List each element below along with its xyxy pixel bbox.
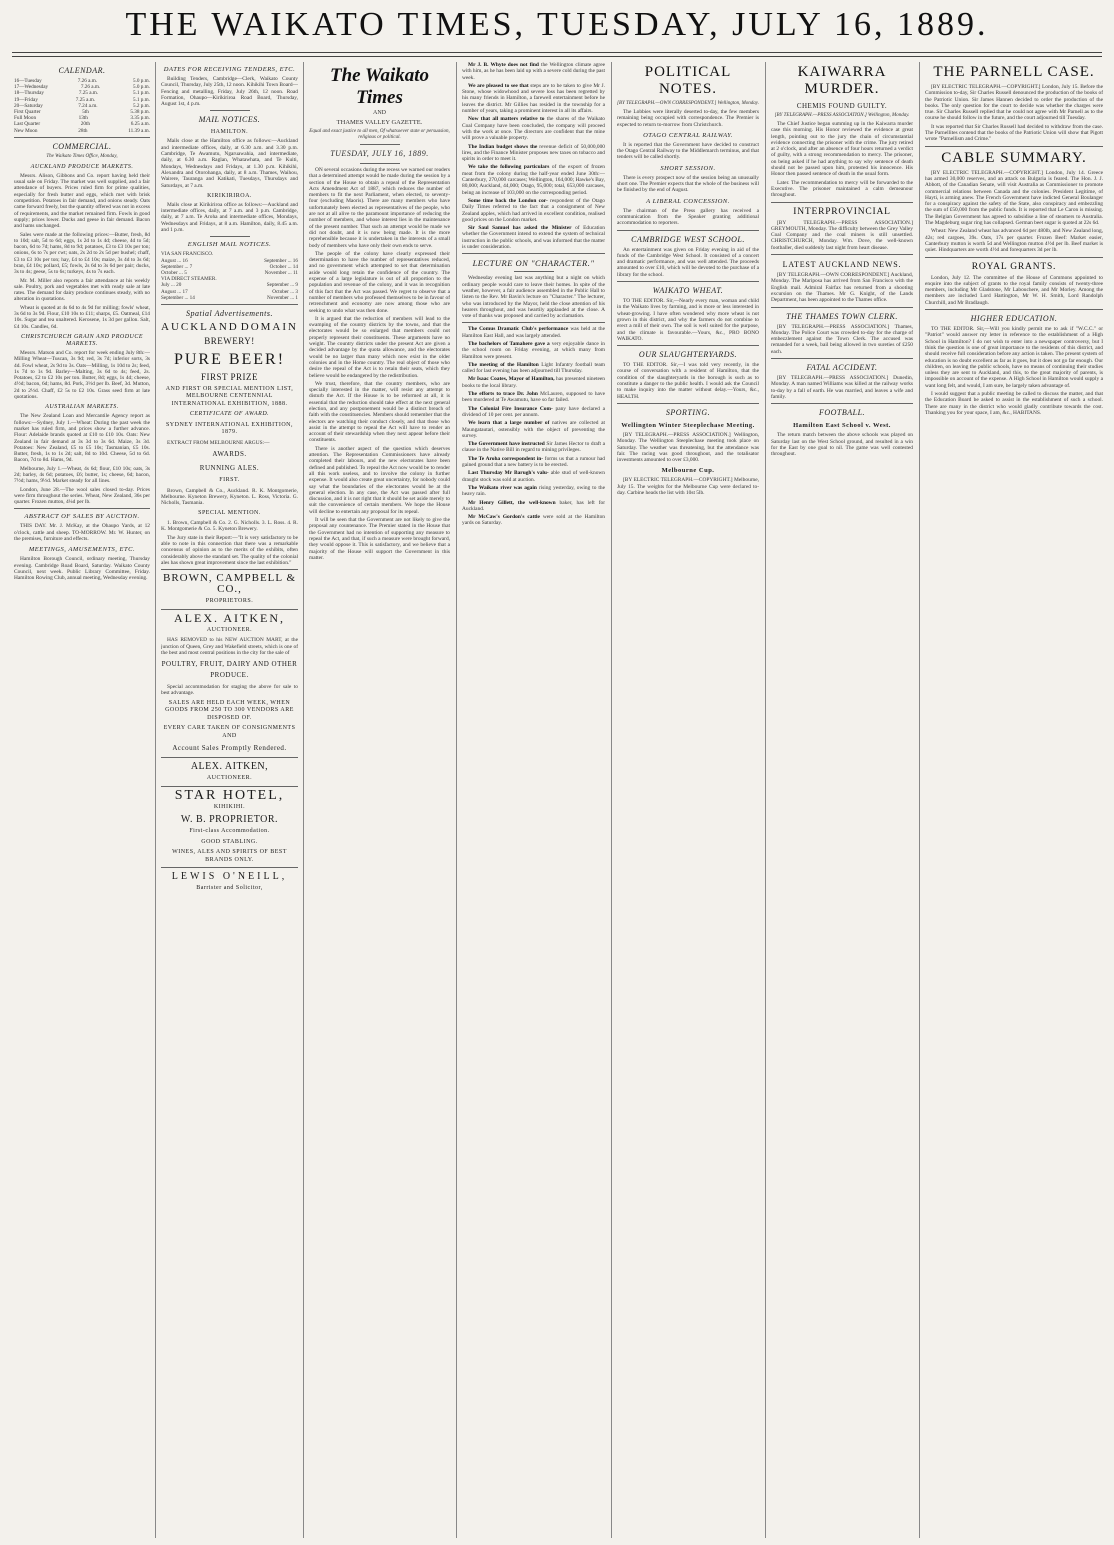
editorial-text: We trust, therefore, that the country members, who are specially interested in the matter, will resist any attempt to disturb the Act. If the House is to be reformed at all, it is essential that the reduction should take effect at the next general election, and any postponement would be a distinct breach of faith with the constituencies. Members should remember that the electors are watching their conduct closely, and that those who assist in the attempt to repeal the Act will have to render an account of their stewardship when they next appear before their constituents.	[309, 380, 450, 444]
divider	[14, 137, 150, 138]
news-paragraph: The Te Aroha correspondent in- forms us that a rumour had gained ground that a new battery is to be erected.	[462, 455, 605, 469]
news-paragraph: Later. The recommendation to mercy will be forwarded to the Executive. The prisoner maintained a calm demeanour throughout.	[771, 179, 913, 199]
divider	[161, 569, 298, 570]
melbourne-cup-heading: Melbourne Cup.	[661, 467, 715, 475]
divider	[161, 304, 298, 305]
column-7	[925, 62, 1103, 1540]
body-text: Wheat is quoted at 4s 6d to 4s 9d for milling; fowls' wheat, 3s 6d to 3s 9d. Flour, £10 10s to £11; sharps, £5. Oatmeal, £14 10s. Sugar and tea unaltered. Kerosene, 1s 3d per gallon. Salt, £4 10s. Candles, 6d.	[14, 304, 150, 330]
ad-running-ales: RUNNING ALES.	[199, 464, 260, 473]
english-mail-table: VIA SAN FRANCISCO. August ... 16 September ... 16 September ... 7 October ... 14 October ... 5 November ... 11 VIA DIRECT STEAMER. July ... 20 September ... 9 August ... 17 October ... 3 September ... 14 November ... 1	[161, 251, 298, 301]
body-text: The Jury state in their Report:—"It is very satisfactory to be able to note in this connection that there was a remarkable concensus of opinion as to the merits of the exhibits, often considerably above the standard set. The quality of the colonial ales has shown great improvement since the last exhibition."	[161, 534, 298, 566]
news-paragraph: [BY TELEGRAPH.—PRESS ASSOCIATION.] GREYMOUTH, Monday. The difficulty between the Grey Valley Coal Company and the coal miners is still unsettled. CHRISTCHURCH, Monday. Wm. Dove, the well-known footballer, died suddenly last night from heart disease.	[771, 219, 913, 251]
liberal-concession-heading: A LIBERAL CONCESSION.	[646, 197, 730, 205]
ad-account-sales: Account Sales Promptly Rendered.	[172, 744, 287, 753]
news-paragraph: [BY TELEGRAPH.—OWN CORRESPONDENT.] Auckland, Monday. The Mariposa has arrived from San Francisco with the English mail. Admiral Fairfax has returned from a shooting excursion on the Thames. Mr G. Knight, of the Lands Department, has been appointed to the Thames office.	[771, 272, 913, 304]
column-3	[309, 62, 450, 1540]
divider	[617, 281, 759, 282]
ad-first: FIRST.	[219, 477, 240, 484]
ad-certificate: CERTIFICATE OF AWARD.	[189, 411, 270, 418]
divider	[462, 253, 605, 254]
news-paragraph: We learn that a large number of natives are collected at Maungatautari, ostensibly with the object of preventing the survey.	[462, 420, 605, 439]
body-text: Messrs. Matson and Co. report for week ending July 8th:—Milling Wheat—Tuscan, 3s 9d; red, 3s 7d; inferior sorts, 3s 4d. Fowl wheat, 2s 9d to 3s. Oats—Milling, 1s 10d to 2s; feed, 1s 7d to 1s 9d. Barley—Malting, 3s 6d to 4s; feed, 2s. Potatoes, £2 to £2 10s per ton. Butter, 8d; eggs, 1s 4d; cheese, 4½d; bacon, 6d; hams, 8d. Pork, 3½d per lb. Beef, 3d. Mutton, 2d to 2½d. Chaff, £2 5s to £2 10s. Grass seed firm at late quotations.	[14, 349, 150, 401]
ad-auctioneer-2: AUCTIONEER.	[206, 775, 253, 782]
thames-clerk-heading: THE THAMES TOWN CLERK.	[786, 311, 898, 321]
otago-railway-heading: OTAGO CENTRAL RAILWAY.	[643, 131, 733, 139]
ad-proprietors: PROPRIETORS.	[205, 598, 254, 605]
ad-star-hotel: STAR HOTEL,	[174, 787, 285, 803]
kirikiriroa-heading: KIRIKIRIROA.	[207, 192, 252, 199]
news-paragraph: [BY TELEGRAPH.—PRESS ASSOCIATION.] Wellington, Monday. The Wellington Steeplechase meeting took place on Saturday. The weather was threatening, but the attendance was fair. The racing was good throughout, and the totalisator investments amounted to over £3,000.	[617, 431, 759, 464]
ad-first-class: First-class Accommodation.	[189, 828, 270, 835]
news-paragraph: Sir Saul Samuel has asked the Minister of Education whether the Government intend to extend the system of technical instruction in the public schools, and was informed that the matter is under consideration.	[462, 225, 605, 251]
slaughteryards-heading: OUR SLAUGHTERYARDS.	[638, 350, 738, 360]
paper-title-and: AND	[373, 110, 386, 116]
body-text: THIS DAY. Mr. J. McKay, at the Ohaupo Yards, at 12 o'clock, cattle and sheep. TO-MORROW. Mr. W. Hunter, on the premises, furniture and effects.	[14, 523, 150, 543]
body-text: Special accommodation for staging the above for sale to best advantage.	[161, 684, 298, 697]
divider	[210, 110, 250, 111]
dateline: [BY TELEGRAPH.—OWN CORRESPONDENT.] Wellington, Monday.	[617, 101, 759, 106]
body-text: Melbourne, July 1.—Wheat, 4s 6d; flour, £10 10s; oats, 3s 2d; barley, 4s 6d; potatoes, £6; butter, 1s; cheese, 6d; bacon, 7½d; hams, 9½d. Market steady for all lines.	[14, 465, 150, 485]
divider	[771, 358, 913, 359]
news-paragraph: [BY TELEGRAPH.—PRESS ASSOCIATION.] Dunedin, Monday. A man named Williams was killed at the railway works to-day by a fall of earth. He was married, and leaves a wife and family.	[771, 375, 913, 400]
masthead-title: THE WAIKATO TIMES, TUESDAY, JULY 16, 1889.	[125, 6, 989, 43]
special-ads-heading: Spatial Advertisements.	[186, 308, 273, 318]
steeplechase-heading: Wellington Winter Steeplechase Meeting.	[621, 421, 755, 429]
ad-special-mention: SPECIAL MENTION.	[198, 509, 261, 516]
body-text: Hamilton Borough Council, ordinary meeting, Thursday evening. Cambridge Road Board, Saturday. Waikato County Council, next week. Public Library Committee, Friday. Hamilton Rowing Club, annual meeting, Wednesday evening.	[14, 556, 150, 582]
interprovincial-heading: INTERPROVINCIAL	[793, 206, 891, 217]
news-paragraph: [BY ELECTRIC TELEGRAPH.—COPYRIGHT.] London, July 15. Before the Commission to-day, Sir Charles Russell denounced the production of the books of the Patriotic Union. Sir James Hannen decided to order the production of the books. The only question for the court to decide was whether the charges were true. Sir Charles Russell replied that he could not agree with Mr Parnell as to the course he should follow in the future, and the court adjourned till Tuesday.	[925, 84, 1103, 122]
column-separator	[919, 62, 920, 1538]
ad-brown-campbell: BROWN, CAMPBELL & CO.,	[162, 572, 296, 596]
ad-pure-beer: PURE BEER!	[173, 350, 286, 368]
ad-proprietor: W. B. PROPRIETOR.	[180, 814, 279, 826]
news-paragraph: TO THE EDITOR. Sir,—I was told very recently, in the course of conversation with a resident of Hamilton, that the condition of the slaughteryards in the borough is such as to constitute a danger to the public health. I would ask the Council to make inquiry into the matter without delay.—Yours, &c., HEALTH.	[617, 362, 759, 400]
news-paragraph: The meeting of the Hamilton Light Infantry football team called for last evening has been adjourned till Thursday.	[462, 361, 605, 375]
column-4	[462, 62, 605, 1540]
commercial-subheading: The Waikato Times Office, Monday,	[46, 153, 118, 159]
body-text: Mails close at the Hamilton office as follows:—Auckland and intermediate offices, daily, at 6.30 a.m. and 3.30 p.m. Cambridge, Te Awamutu, Ngaruawahia, and intermediate, daily, at 6.30 a.m. Raglan, Whatawhata, and Te Kuiti, Mondays, Wednesdays and Fridays, at 1.30 p.m. Kihikihi, Alexandra and Otorohanga, daily, at 8 a.m. Thames, Waihou, Wairere, Tauranga and Katikati, Tuesdays, Thursdays and Saturdays, at 7 a.m.	[161, 138, 298, 189]
ad-alex-aitken: ALEX. AITKEN,	[174, 610, 285, 625]
news-paragraph: Mr Isaac Coates, Mayor of Hamilton, has presented nineteen books to the local library.	[462, 376, 605, 389]
divider	[210, 236, 250, 237]
chemis-guilty-heading: CHEMIS FOUND GUILTY.	[796, 102, 888, 110]
dateline: [BY TELEGRAPH.—PRESS ASSOCIATION.] Wellington, Monday.	[774, 113, 910, 118]
sporting-heading: SPORTING.	[665, 407, 711, 417]
news-paragraph: Wheat: New Zealand wheat has advanced 6d per 480lb, and New Zealand long, 42s; red cargoes, 39s. Oats, 17s per quarter. Frozen Beef: Market easier, Canterbury mutton is worth 5d and Wellington mutton 4½d per lb. Beef market is quiet. Hindquarters are worth 4½d and forequarters 3d per lb.	[925, 228, 1103, 254]
news-paragraph: [BY TELEGRAPH.—PRESS ASSOCIATION.] Thames, Monday. The Police Court was crowded to-day for the charge of embezzlement against the Town Clerk. The accused was remanded for a week, bail being allowed in two sureties of £250 each.	[771, 323, 913, 355]
news-paragraph: Mr J. B. Whyte does not find the Wellington climate agree with him, as he has been laid up with a severe cold during the past week.	[462, 62, 605, 81]
news-paragraph: Mr McCaw's Gordon's cattle were sold at the Hamilton yards on Saturday.	[462, 514, 605, 527]
commercial-heading: COMMERCIAL.	[52, 141, 112, 151]
ad-barrister: Barrister and Solicitor,	[196, 885, 263, 892]
editorial-text: It will be seen that the Government are not likely to give the proposal any countenance. The Premier stated in the House that the Government had no intention of supporting any measure to repeal the Act, and that, if such a measure were brought forward, they would oppose it. This is satisfactory, and we believe that a majority of the House will support the Government in this matter.	[309, 517, 450, 561]
divider	[161, 757, 298, 758]
news-paragraph: The return match between the above schools was played on Saturday last on the West School ground, and resulted in a win for the East by one goal to nil. The game was well contested throughout.	[771, 432, 913, 458]
news-paragraph: Mr Henry Gillett, the well-known baker, has left for Auckland.	[462, 499, 605, 512]
editorial-text: ON several occasions during the recess we warned our readers that a determined attempt would be made during the session by a section of the House to obtain a repeal of the Representation Acts Amendment Act of 1887, which reduces the number of members to fit the next Parliament, when elected, to seventy-four (excluding Maoris). There are many members who have unfortunately been elected as representatives of the people, who are not at all alive to the paramount importance of reducing the number of members, and whose interest lies in the maintenance of the present number. That such an attempt would be made we did not doubt, and it is now being made. It is the more reprehensible because it is undertaken in the interests of a small body of members who have only their own ends to serve.	[309, 167, 450, 249]
body-text: London, June 28.—The wool sales closed to-day. Prices were firm throughout the series. Wheat, New Zealand, 36s per quarter. Frozen mutton, 4¼d per lb.	[14, 486, 150, 506]
auckland-news-heading: LATEST AUCKLAND NEWS.	[782, 260, 902, 270]
football-subheading: Hamilton East School v. West.	[793, 422, 891, 430]
body-text: EXTRACT FROM MELBOURNE ARGUS:—	[167, 439, 270, 446]
divider	[161, 786, 298, 787]
divider	[925, 146, 1103, 147]
body-text: Building Tenders, Cambridge—Clerk, Waikato County Council, Thursday, July 25th, 12 noon. Kihikihi Town Board—Fencing and metalling, Friday, July 26th, 12 noon. Road Formation, Ohaupo—Kirikiriroa Road Board, Thursday, August 1st, 4 p.m.	[161, 76, 298, 108]
ad-first-prize: FIRST PRIZE	[200, 371, 259, 382]
royal-grants-heading: ROYAL GRANTS.	[971, 261, 1057, 272]
news-paragraph: [BY ELECTRIC TELEGRAPH.—COPYRIGHT.] Melbourne, July 15. The weights for the Melbourne Cup were declared to-day. Carbine heads the list with 10st 5lb.	[617, 477, 759, 496]
ad-wines: WINES, ALES AND SPIRITS OF BEST BRANDS ONLY.	[172, 849, 287, 863]
fatal-accident-heading: FATAL ACCIDENT.	[806, 363, 878, 373]
ad-auckland: AUCKLAND	[161, 320, 239, 333]
divider	[925, 309, 1103, 310]
body-text: Messrs. Alison, Gibbons and Co. report having held their usual sale on Friday. The market was well supplied, and a fair attendance of buyers. Prices ruled firm for prime qualities, especially for fresh butter and eggs, which met with brisk competition. Potatoes in fair demand, and onions steady. Oats came forward freely, but the quantity offered was not in excess of requirements, and the market remained firm. Fowls in good supply; prices lower. Ducks and geese in fair demand. Bacon and hams unchanged.	[14, 172, 150, 230]
body-text: HAS REMOVED to his NEW AUCTION MART, at the junction of Queen, Grey and Wakefield streets, which is one of the best and most central positions in the city for the sale of	[161, 637, 298, 656]
ad-good-stabling: GOOD STABLING.	[201, 838, 258, 845]
ad-domain: DOMAIN	[240, 320, 298, 333]
news-paragraph: The Waikato river was again rising yesterday, owing to the heavy rain.	[462, 484, 605, 498]
cable-summary-heading: CABLE SUMMARY.	[941, 149, 1087, 166]
news-paragraph: Last Thursday Mr Barugh's valu- able stud of well-known draught stock was sold at auction.	[462, 470, 605, 483]
column-separator	[611, 62, 612, 1538]
ad-auctioneer: AUCTIONEER.	[206, 626, 253, 633]
abstract-sales-heading: ABSTRACT OF SALES BY AUCTION.	[24, 513, 140, 521]
news-paragraph: Wednesday evening last was anything but a night on which ordinary people would care to leave their homes. In spite of the weather, however, a fair audience assembled in the Public Hall to listen to the Rev. Mr Bavin's lecture on "Character." The lecturer, who was introduced by the Mayor, held the close attention of his hearers throughout, and was heartily applauded at the close. A vote of thanks was proposed and carried by acclamation.	[462, 275, 605, 320]
ad-brewery: BREWERY!	[204, 335, 255, 346]
mail-notices-heading: MAIL NOTICES.	[198, 115, 261, 125]
editorial-text: It is argued that the reduction of members will lead to the swamping of the country districts by the towns, and that the electorates would be so enlarged that members could not properly represent their constituents. These arguments have no weight. The country districts under the present Act are given a decided advantage by the quota allowance, and the electorates would be no larger than many which now exist in the older colonies and in the Home country. The real object of those who desire the repeal of the Act is to retain their seats, which they believe would be endangered by the redistribution.	[309, 315, 450, 379]
auckland-produce-heading: AUCKLAND PRODUCE MARKETS.	[30, 163, 134, 170]
news-paragraph: Some time back the London cor- respondent of the Otago Daily Times referred to the fact that a consignment of New Zealand apples, which had arrived in excellent condition, realised good prices on the London market.	[462, 197, 605, 223]
ad-brewery-name	[161, 322, 298, 333]
divider	[360, 144, 400, 145]
ad-aitken-2: ALEX. AITKEN,	[190, 761, 269, 773]
news-paragraph: The Government have instructed Sir James Hector to draft a clause in the Native Bill in regard to mining privileges.	[462, 441, 605, 454]
divider	[617, 403, 759, 404]
news-paragraph: Now that all matters relative to the shares of the Waikato Coal Company have been concluded, the company will proceed with the work at once. The directors are confident that the mine will prove a valuable property.	[462, 116, 605, 142]
tenders-heading: DATES FOR RECEIVING TENDERS, ETC.	[163, 66, 296, 73]
news-paragraph: There is every prospect now of the session being an unusually short one. The Premier expects that the whole of the business will be finished by the end of August.	[617, 174, 759, 194]
ad-every-care: EVERY CARE TAKEN OF CONSIGNMENTS AND	[163, 725, 296, 739]
news-paragraph: The chairman of the Press gallery has received a communication from the Speaker granting additional accommodation to reporters.	[617, 207, 759, 227]
ad-sydney: SYDNEY INTERNATIONAL EXHIBITION, 1879.	[165, 421, 294, 436]
divider	[14, 508, 150, 509]
news-paragraph: The Colonial Fire Insurance Com- pany have declared a dividend of 10 per cent. per annum.	[462, 405, 605, 418]
australian-markets-heading: AUSTRALIAN MARKETS.	[45, 404, 119, 411]
news-paragraph: TO THE EDITOR. Sir,—Nearly every man, woman and child in the Waikato lives by farming, and is more or less interested in wheat-growing. I have often wondered why more wheat is not grown in this district, and why the farmers do not combine to erect a mill of their own. The soil is well suited for the purpose, and the climate is favourable.—Yours, &c., PRO BONO WAIKATO.	[617, 298, 759, 342]
christchurch-heading: CHRISTCHURCH GRAIN AND PRODUCE MARKETS.	[20, 333, 144, 347]
news-paragraph: We are pleased to see that steps are to be taken to give Mr J. Stone, whose widowhood and severe loss has been regretted by his many friends in Hamilton, a farewell entertainment before he leaves the district. Mr Gillies has resided in the township for a number of years, taking a prominent interest in all its affairs.	[462, 82, 605, 115]
divider	[771, 202, 913, 203]
calendar-heading: CALENDAR.	[58, 66, 106, 75]
hamilton-heading: HAMILTON.	[210, 129, 249, 136]
divider	[771, 254, 913, 255]
body-text: Brown, Campbell & Co., Auckland. R. K. Montgomerie, Melbourne. Kyneton Brewery, Kyneton. L. Ross, Victoria. G. Nicholls, Tasmania.	[161, 487, 298, 507]
divider	[514, 271, 554, 272]
ad-poultry: POULTRY, FRUIT, DAIRY AND OTHER PRODUCE.	[161, 660, 298, 680]
ad-lewis: LEWIS O'NEILL,	[171, 871, 288, 883]
news-paragraph: We take the following particulars of the export of frozen meat from the colony during the half-year ended June 30th:—Canterbury, 270,000 carcases; Wellington, 164,000; Hawke's Bay, 80,000; Auckland, 44,000; Otago, 95,000; total, 653,000 carcases, being an increase of 103,000 on the corresponding period.	[462, 164, 605, 196]
ad-first-prize-text: AND FIRST OR SPECIAL MENTION LIST, MELBOURNE CENTENNIAL INTERNATIONAL EXHIBITION, 1888.	[165, 385, 294, 407]
higher-education-heading: HIGHER EDUCATION.	[970, 314, 1058, 324]
masthead-rule-lower	[12, 56, 1102, 57]
meetings-heading: MEETINGS, AMUSEMENTS, ETC.	[28, 546, 136, 554]
news-paragraph: I would suggest that a public meeting be called to discuss the matter, and that the Education Board be asked to assist in the establishment of such a school. There are many in the district who would gladly contribute towards the cost. Thanking you for your space, I am, &c., HABITANS.	[925, 390, 1103, 416]
editorial-text: There is another aspect of the question which deserves attention. The Representation Commissioners have already completed their labours, and the new electorates have been defined and published. To repeal the Act now would be to render all this work useless, and to involve the colony in further expense. It would also create great uncertainty, for nobody could say what the boundaries of the electorates would be at the general election. In any case, the Act was passed after full discussion, and it is not right that it should be set aside merely to suit the convenience of certain members. We hope the House will decline to entertain any proposal for its repeal.	[309, 445, 450, 515]
column-5	[617, 62, 759, 1540]
divider	[617, 345, 759, 346]
cambridge-school-heading: CAMBRIDGE WEST SCHOOL.	[631, 234, 745, 244]
body-text: Sales were made at the following prices:—Butter, fresh, 8d to 10d; salt, 5d to 6d; eggs, 1s 2d to 1s 4d; cheese, 4d to 5d; bacon, 6d to 7d; hams, 8d to 9d; potatoes, £3 to £3 10s per ton; onions, 6s to 7s per cwt; oats, 2s 2d to 2s 5d per bushel; chaff, £3 to £3 10s per ton; hay, £4 to £4 10s; maize, 3s 4d to 3s 6d; bran, £4 10s; pollard, £5; fowls, 2s 6d to 3s 6d per pair; ducks, 3s to 4s; geese, 5s to 6s; turkeys, 4s to 7s each.	[14, 231, 150, 276]
news-paragraph: The Chief Justice began summing up in the Kaiwarra murder case this morning. His Honor reviewed the evidence at great length, pointing out to the jury the chain of circumstantial evidence connecting the prisoner with the crime. The jury retired at 2 o'clock, and after an absence of four hours returned a verdict of guilty, with a strong recommendation to mercy. The prisoner, on being asked if he had anything to say why sentence of death should not be passed upon him, protested his innocence. His Honor then passed sentence of death in the usual form.	[771, 121, 913, 178]
news-paragraph: The Lobbies were literally deserted to-day, the few members remaining being occupied with correspondence. The Premier is expected to return to-morrow from Christchurch.	[617, 109, 759, 128]
lecture-heading: LECTURE ON "CHARACTER."	[472, 258, 595, 269]
body-text: 1. Brown, Campbell & Co. 2. G. Nicholls. 3. L. Ross. 4. R. K. Montgomerie & Co. 5. Kyneton Brewery.	[161, 520, 298, 533]
body-text: Mails close at Kirikiriroa office as follows:—Auckland and intermediate offices, daily, at 7 a.m. and 3 p.m. Cambridge, daily, at 7 a.m. Te Aroha and intermediate offices, Mondays, Wednesdays and Fridays, at 8 a.m. Hamilton, daily, 8.45 a.m. and 1 p.m.	[161, 201, 298, 234]
column-separator	[303, 62, 304, 1538]
news-paragraph: It is reported that the Government have decided to construct the Otago Central Railway to the Middlemarch terminus, and that tenders will be called shortly.	[617, 141, 759, 161]
kaiwarra-murder-heading: KAIWARRA MURDER.	[797, 64, 887, 97]
column-separator	[155, 62, 156, 1538]
news-paragraph: An entertainment was given on Friday evening in aid of the funds of the Cambridge West School. It consisted of a concert and dramatic performance, and was well attended. The proceeds amounted to over £10, which will be devoted to the purchase of a library for the school.	[617, 246, 759, 278]
paper-subtitle: THAMES VALLEY GAZETTE.	[336, 119, 423, 126]
column-separator	[456, 62, 457, 1538]
football-heading: FOOTBALL.	[818, 408, 866, 418]
ad-awards: AWARDS.	[212, 450, 247, 459]
news-paragraph: TO THE EDITOR. Sir,—Will you kindly permit me to ask if "W.C.C." or "Patriot" would answer my letter in reference to the establishment of a High School in Hamilton? I do not wish to enter into a newspaper controversy, but I think the question is one of great importance to the residents of this district, and should receive full consideration before any action is taken. The present system of education is no doubt excellent as far as it goes, but it does not go far enough. Our children, on leaving the public schools, have no means of continuing their studies unless they are sent to Auckland, and this, to the great majority of parents, is impossible on account of the expense. A High School in Hamilton would supply a want long felt, and would, I am sure, be largely taken advantage of.	[925, 326, 1103, 389]
divider	[161, 867, 298, 868]
news-paragraph: The Comus Dramatic Club's performance was held at the Hamilton East Hall, and was largely attended.	[462, 326, 605, 339]
column-2	[161, 62, 298, 1540]
column-1	[14, 62, 150, 1540]
divider	[771, 403, 913, 404]
waikato-wheat-heading: WAIKATO WHEAT.	[652, 286, 724, 296]
column-6	[771, 62, 913, 1540]
divider	[360, 163, 400, 164]
body-text: The New Zealand Loan and Mercantile Agency report as follows:—Sydney, July 1.—Wheat: During the past week the market has ruled firm, and prices show a further advance. Flour: Adelaide brands quoted at £10 to £10 10s. Oats: New Zealand in fair demand at 3s 3d to 3s 6d. Maize, 3s 3d. Potatoes: New Zealand, £5 to £5 10s; Tasmanian, £5 10s. Butter, fresh, 1s to 1s 2d; salt, 8d to 10d. Cheese, 5d to 6d. Bacon, 7d to 8d. Hams, 9d.	[14, 413, 150, 464]
news-paragraph: The bachelors of Tamahere gave a very enjoyable dance in the school room on Friday evening, at which many from Hamilton were present.	[462, 340, 605, 360]
calendar-table: 16—Tuesday 7.26 a.m. 5.0 p.m. 17—Wednesday 7.26 a.m. 5.0 p.m. 18—Thursday 7.25 a.m. 5.1 p.m. 19—Friday 7.25 a.m. 5.1 p.m. 20—Saturday 7.24 a.m. 5.2 p.m. First Quarter 5th 5.38 p.m. Full Moon 13th 3.35 p.m. Last Quarter 20th 6.25 a.m. New Moon 28th 11.39 a.m.	[14, 78, 150, 134]
political-notes-heading: POLITICAL NOTES.	[644, 64, 732, 97]
news-paragraph: The Indian budget shows the revenue deficit of 50,000,000 lires, and the Finance Minister proposes new taxes on tobacco and spirits in order to meet it.	[462, 143, 605, 163]
news-paragraph: The efforts to trace Dr. John McLauren, supposed to have been murdered at Te Awamutu, have so far failed.	[462, 391, 605, 404]
body-text: Mr. M. Miller also reports a fair attendance at his weekly sale. Poultry, pork and vegetables met with ready sale at late rates. The demand for dairy produce continues steady, with no alteration in quotations.	[14, 277, 150, 303]
divider	[925, 257, 1103, 258]
divider	[161, 609, 298, 610]
parnell-case-heading: THE PARNELL CASE.	[933, 64, 1095, 80]
short-session-heading: SHORT SESSION.	[660, 164, 716, 172]
ad-kihikihi: KIHIKIHI.	[213, 803, 246, 810]
masthead-rule	[12, 52, 1102, 53]
divider	[617, 230, 759, 231]
ad-sales-held: SALES ARE HELD EACH WEEK, WHEN GOODS FROM 250 TO 300 VENDORS ARE DISPOSED OF.	[165, 699, 294, 721]
english-mail-heading: ENGLISH MAIL NOTICES.	[187, 241, 272, 249]
news-paragraph: It was reported that Sir Charles Russell had decided to withdraw from the case. The Parnellites contend that the books of the Patriotic Union will show that Pigott wrote "Parnellism and Crime."	[925, 123, 1103, 143]
divider	[771, 307, 913, 308]
paper-motto: Equal and exact justice to all men, Of whatsoever state or persuasion, religious or political.	[309, 129, 450, 140]
editorial-text: The people of the colony have clearly expressed their determination to have the number of representatives reduced, and no government which attempted to set that determination aside would long retain the confidence of the country. The expense of a large legislature is out of all proportion to the population and revenue of the colony, and it was in recognition of this fact that the Act was passed. We regret to observe that a number of members who professed themselves to be in favour of retrenchment and economy are now among those who are seeking to undo what was then done.	[309, 250, 450, 314]
news-paragraph: [BY ELECTRIC TELEGRAPH.—COPYRIGHT.] London, July 14. Greece has armed 30,000 reserves, and an attack on Bulgaria is feared. The Hon. J. J. Abbott, of the Canadian Senate, will visit Australia as Commissioner to promote commercial relations between Canada and the colonies. President Legitime, of Hayti, is arming anew. The French Government have indicted General Boulanger for a conspiracy against the safety of the State, also conspiracy and embezzling the sum of £50,000 from the public funds. It is reported that Le Caron is missing. The Belgian Government has agreed to subsidise a line of steamers to Australia. The Magdeburg sugar ring has collapsed. German beet sugar is quoted at 22s 6d.	[925, 169, 1103, 227]
column-separator	[765, 62, 766, 1538]
issue-date: TUESDAY, JULY 16, 1889.	[330, 149, 429, 158]
divider	[462, 322, 605, 323]
news-paragraph: London, July 12. The committee of the House of Commons appointed to enquire into the subject of grants to the royal family consists of twenty-three members, including Mr Gladstone, Mr Labouchere, and Mr Morley. Among the members are included Lord Hartington, Mr W. H. Smith, Lord Randolph Churchill, and Mr Bradlaugh.	[925, 274, 1103, 306]
paper-title: The Waikato Times	[329, 65, 430, 108]
